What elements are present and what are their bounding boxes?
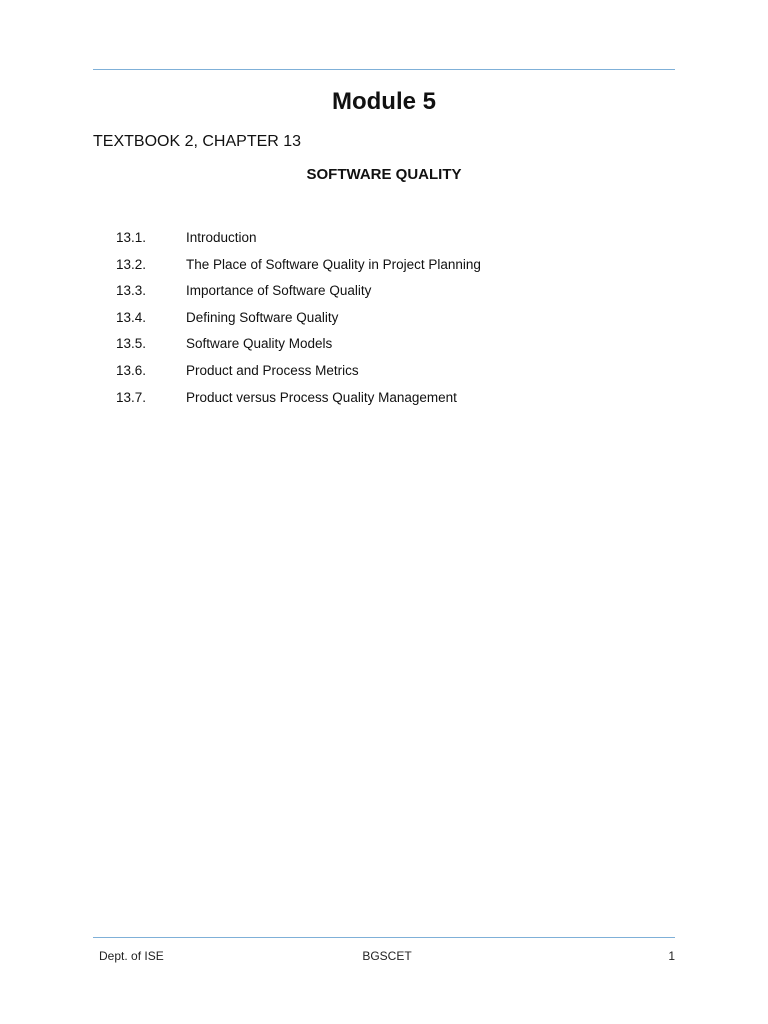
toc-item-number: 13.2. <box>116 256 147 272</box>
toc-item-number: 13.7. <box>116 389 147 405</box>
toc-item-number: 13.1. <box>116 230 147 245</box>
toc-item-label: Software Quality Models <box>186 336 333 352</box>
toc-item <box>116 361 481 388</box>
page-footer <box>99 947 675 967</box>
footer-page-number: 1 <box>668 949 675 963</box>
toc-item <box>116 388 481 415</box>
toc-item <box>116 281 481 308</box>
footer-institution: BGSCET <box>362 949 412 963</box>
toc-item-number: 13.6. <box>116 362 147 378</box>
table-of-contents <box>116 228 481 414</box>
toc-item-number: 13.5. <box>116 336 147 352</box>
toc-item-label: Product and Process Metrics <box>186 362 359 378</box>
toc-item-label: The Place of Software Quality in Project Planning <box>186 256 481 272</box>
toc-item-number: 13.3. <box>116 283 147 299</box>
footer-department: Dept. of ISE <box>99 949 164 963</box>
toc-item <box>116 334 481 361</box>
toc-item-label: Product versus Process Quality Management <box>186 389 457 405</box>
header-rule <box>93 69 675 70</box>
section-heading: SOFTWARE QUALITY <box>306 166 462 183</box>
toc-item <box>116 255 481 282</box>
footer-rule <box>93 937 675 938</box>
chapter-reference: TEXTBOOK 2, CHAPTER 13 <box>93 133 302 150</box>
toc-item-label: Defining Software Quality <box>186 309 339 325</box>
toc-item-number: 13.4. <box>116 309 147 325</box>
page-title: Module 5 <box>331 88 436 115</box>
toc-item <box>116 228 481 255</box>
toc-item <box>116 308 481 335</box>
toc-item-label: Introduction <box>186 230 257 245</box>
toc-item-label: Importance of Software Quality <box>186 283 372 299</box>
